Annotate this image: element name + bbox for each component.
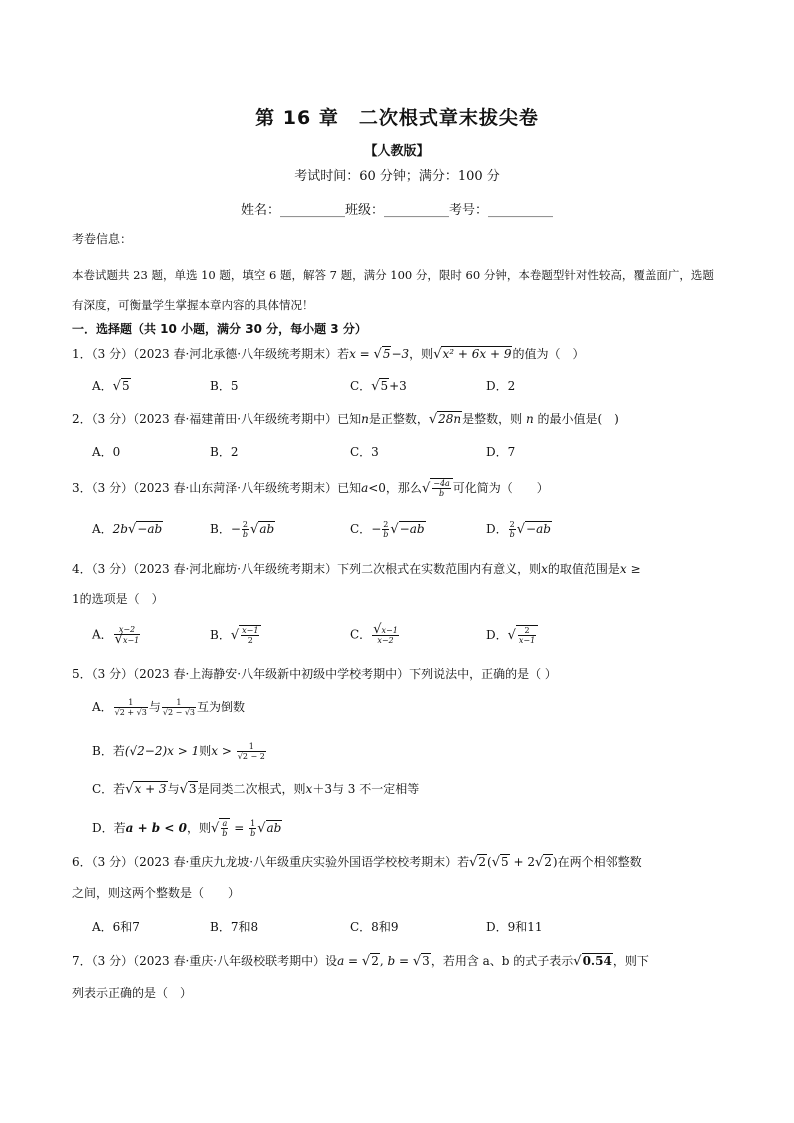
section-heading: 一．选择题（共 10 小题，满分 30 分，每小题 3 分） — [72, 322, 367, 336]
question-6-line2: 之间，则这两个整数是（ ） — [72, 886, 241, 900]
option-b[interactable]: B．2 — [210, 445, 239, 459]
info-text: 本卷试题共 23 题，单选 10 题，填空 6 题，解答 7 题，满分 100 分，限时 60 分钟，本卷题型针对性较高，覆盖面广，选题有深度，可衡量学生掌握本章内容的具体情况！ — [72, 268, 714, 312]
option-c[interactable]: C．√5+3 — [350, 379, 407, 394]
option-a[interactable]: A． $\frac{1}{√2 + √3}$ 与 $\frac{1}{√2 - √3}$ 互为倒数 — [92, 698, 246, 717]
question-6-options — [92, 918, 732, 940]
question-5: 5．（3 分）（2023 春·上海静安·八年级新中初级中学校考期中）下列说法中，正确的是（ ） — [72, 667, 557, 681]
option-c[interactable]: C．− $\frac{2}{b}$ √−ab — [350, 520, 425, 539]
option-d[interactable]: D．√ $\frac{2}{x-1}$ — [486, 625, 538, 645]
option-b[interactable]: B．7和8 — [210, 920, 259, 934]
question-7-line2: 列表示正确的是（ ） — [72, 986, 193, 1000]
question-4-options — [92, 622, 732, 647]
question-6: 6．（3 分）（2023 春·重庆九龙坡·八年级重庆实验外国语学校校考期末）若√2(√5 + 2√2)在两个相邻整数 — [72, 855, 642, 870]
option-d[interactable]: D． $\frac{2}{b}$ √−ab — [486, 520, 551, 539]
option-a[interactable]: A．0 — [92, 445, 121, 459]
option-a[interactable]: A．6和7 — [92, 920, 140, 934]
option-b[interactable]: B．− $\frac{2}{b}$ √ab — [210, 520, 275, 539]
question-2-options — [92, 443, 732, 465]
option-c[interactable]: C．若√x + 3与√3是同类二次根式，则x＋3与 3 不一定相等 — [92, 782, 420, 797]
option-c[interactable]: C． $\frac{√x-1}{x-2}$ — [350, 622, 398, 645]
formula: x = √5−3 — [349, 347, 410, 362]
question-4: 4．（3 分）（2023 春·河北廊坊·八年级统考期末）下列二次根式在实数范围内有意义，则x的取值范围是x ≥ — [72, 562, 641, 576]
option-c[interactable]: C．8和9 — [350, 920, 399, 934]
question-1-prefix: 1．（3 分）（2023 春·河北承德·八年级统考期末）若 — [72, 347, 350, 361]
question-3-options — [92, 520, 732, 542]
option-a[interactable]: A．√5 — [92, 379, 130, 394]
question-3: 3．（3 分）（2023 春·山东菏泽·八年级统考期末）已知a<0，那么√ $\frac{-4a}{b}$ 可化简为（ ） — [72, 479, 549, 498]
question-1: 1．（3 分）（2023 春·河北承德·八年级统考期末）若x = √5−3，则√x² + 6x + 9的值为（ ） — [72, 347, 585, 362]
option-c[interactable]: C．3 — [350, 445, 379, 459]
student-info-line: 姓名：__________班级：__________考号：__________ — [240, 203, 553, 218]
option-b[interactable]: B．若(√2−2)x > 1则x > $\frac{1}{√2 - 2}$ — [92, 742, 265, 761]
option-d[interactable]: D．若a + b < 0，则√ $\frac{a}{b}$ = $\frac{1}{b}$ √ab — [92, 819, 282, 838]
option-d[interactable]: D．7 — [486, 445, 516, 459]
option-a[interactable]: A． $\frac{x-2}{√x-1}$ — [92, 625, 140, 647]
option-b[interactable]: B．√ $\frac{x-1}{2}$ — [210, 625, 261, 645]
edition-label: 【人教版】 — [364, 144, 430, 159]
option-b[interactable]: B．5 — [210, 379, 239, 393]
exam-time-info: 考试时间：60 分钟；满分：100 分 — [294, 169, 500, 184]
option-d[interactable]: D．9和11 — [486, 920, 543, 934]
option-d[interactable]: D．2 — [486, 379, 516, 393]
question-7: 7．（3 分）（2023 春·重庆·八年级校联考期中）设a = √2, b = √3，若用含 a、b 的式子表示√0.54，则下 — [72, 954, 649, 969]
question-2: 2．（3 分）（2023 春·福建莆田·八年级统考期中）已知n是正整数，√28n是整数，则 n 的最小值是( ) — [72, 412, 619, 427]
info-label: 考卷信息： — [72, 232, 133, 246]
page-title: 第 16 章 二次根式章末拔尖卷 — [255, 107, 539, 129]
question-1-suffix: 的值为（ ） — [512, 347, 585, 361]
question-1-options — [92, 377, 732, 399]
formula: √x² + 6x + 9 — [433, 347, 512, 362]
question-2-prefix: 2．（3 分）（2023 春·福建莆田·八年级统考期中）已知 — [72, 412, 362, 426]
option-a[interactable]: A．2b√−ab — [92, 522, 163, 537]
question-4-line2: 1的选项是（ ） — [72, 592, 164, 606]
